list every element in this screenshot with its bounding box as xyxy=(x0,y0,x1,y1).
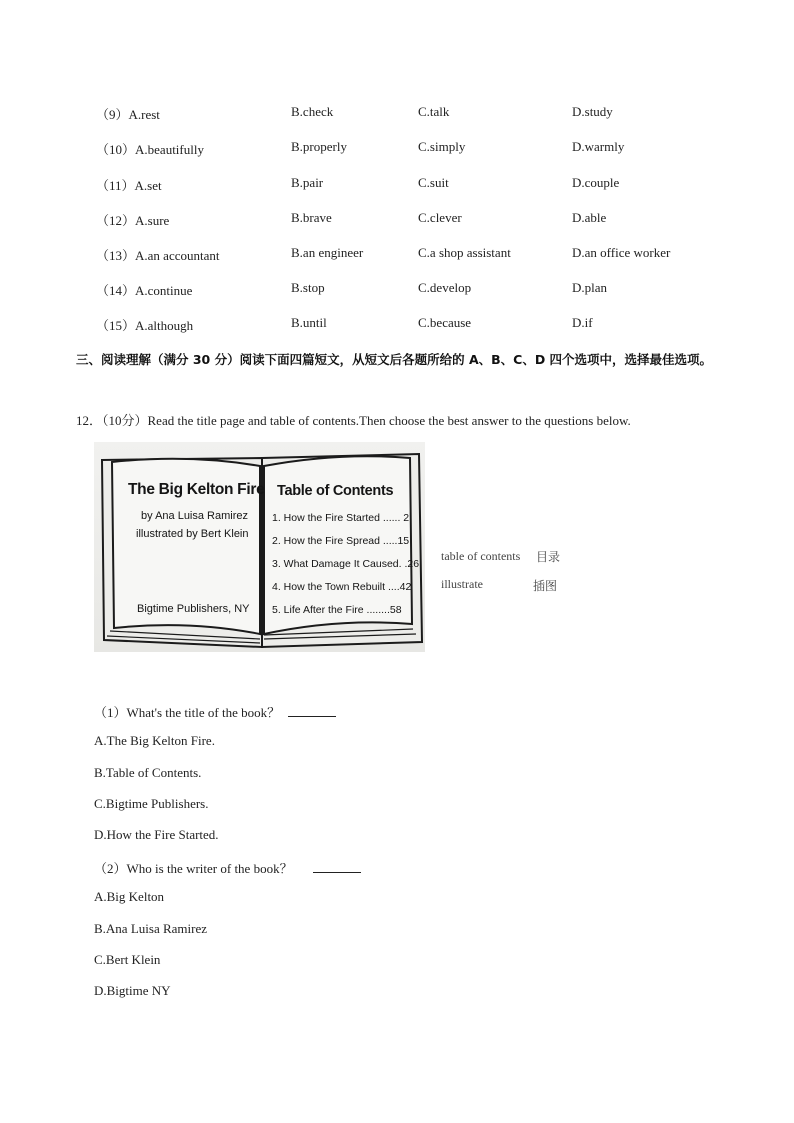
option-a: （11）A.set xyxy=(96,178,162,193)
option-c: C.simply xyxy=(418,139,466,154)
book-title: The Big Kelton Fire xyxy=(128,481,265,498)
option-d: D.an office worker xyxy=(572,245,671,260)
cloze-option-row xyxy=(0,104,794,124)
book-author: by Ana Luisa Ramirez xyxy=(141,510,248,522)
option-b: B.stop xyxy=(291,280,325,295)
answer-option: D.How the Fire Started. xyxy=(94,827,219,842)
toc-entry: 2. How the Fire Spread .....15 xyxy=(272,535,410,547)
option-b: B.pair xyxy=(291,175,324,190)
question-text: （1）What's the title of the book？ xyxy=(94,705,281,720)
option-d: D.able xyxy=(572,210,607,225)
cloze-option-row xyxy=(0,210,794,230)
question-text: （2）Who is the writer of the book？ xyxy=(94,861,293,876)
option-c: C.a shop assistant xyxy=(418,245,511,260)
answer-option: C.Bert Klein xyxy=(94,952,161,967)
cloze-option-row xyxy=(0,139,794,159)
answer-blank[interactable] xyxy=(313,860,361,873)
book-illustration xyxy=(94,442,425,652)
option-c: C.suit xyxy=(418,175,449,190)
open-book-drawing xyxy=(94,442,425,652)
option-c: C.because xyxy=(418,315,472,330)
option-b: B.until xyxy=(291,315,327,330)
toc-entry: 5. Life After the Fire ........58 xyxy=(272,604,402,616)
toc-heading: Table of Contents xyxy=(277,483,394,499)
option-d: D.couple xyxy=(572,175,620,190)
cloze-option-row xyxy=(0,175,794,195)
option-b: B.an engineer xyxy=(291,245,364,260)
option-d: D.study xyxy=(572,104,613,119)
option-b: B.brave xyxy=(291,210,332,225)
option-b: B.check xyxy=(291,104,334,119)
answer-option: A.The Big Kelton Fire. xyxy=(94,733,215,748)
option-a: （12）A.sure xyxy=(96,213,170,228)
option-a: （14）A.continue xyxy=(96,283,193,298)
annotation-term: table of contents xyxy=(441,549,521,563)
toc-entry: 4. How the Town Rebuilt ....42 xyxy=(272,581,412,593)
annotation-gloss: 插图 xyxy=(533,579,558,593)
option-c: C.talk xyxy=(418,104,450,119)
option-a: （10）A.beautifully xyxy=(96,142,204,157)
option-d: D.plan xyxy=(572,280,608,295)
cloze-option-row xyxy=(0,315,794,335)
option-d: D.warmly xyxy=(572,139,625,154)
cloze-option-row xyxy=(0,280,794,300)
section-heading: 三、阅读理解（满分 30 分）阅读下面四篇短文，从短文后各题所给的 A、B、C、D 四个选项中，选择最佳选项。 xyxy=(76,352,713,367)
annotation-term: illustrate xyxy=(441,577,483,591)
question-intro: 12．（10分）Read the title page and table of contents.Then choose the best answer to the questions below. xyxy=(76,413,631,428)
option-d: D.if xyxy=(572,315,593,330)
answer-option: A.Big Kelton xyxy=(94,889,165,904)
answer-option: B.Ana Luisa Ramirez xyxy=(94,921,207,936)
answer-option: D.Bigtime NY xyxy=(94,983,171,998)
answer-option: B.Table of Contents. xyxy=(94,765,202,780)
option-a: （9）A.rest xyxy=(96,107,160,122)
option-c: C.clever xyxy=(418,210,462,225)
cloze-option-row xyxy=(0,245,794,265)
option-c: C.develop xyxy=(418,280,472,295)
annotation-gloss: 目录 xyxy=(536,550,561,564)
book-publisher: Bigtime Publishers, NY xyxy=(137,603,250,615)
toc-entry: 3. What Damage It Caused. .26 xyxy=(272,558,420,570)
answer-blank[interactable] xyxy=(288,704,336,717)
option-a: （13）A.an accountant xyxy=(96,248,220,263)
answer-option: C.Bigtime Publishers. xyxy=(94,796,209,811)
sub-question xyxy=(94,858,361,877)
option-a: （15）A.although xyxy=(96,318,194,333)
book-illustrator: illustrated by Bert Klein xyxy=(136,528,249,540)
sub-question xyxy=(94,702,336,721)
toc-entry: 1. How the Fire Started ...... 2 xyxy=(272,512,410,524)
option-b: B.properly xyxy=(291,139,347,154)
